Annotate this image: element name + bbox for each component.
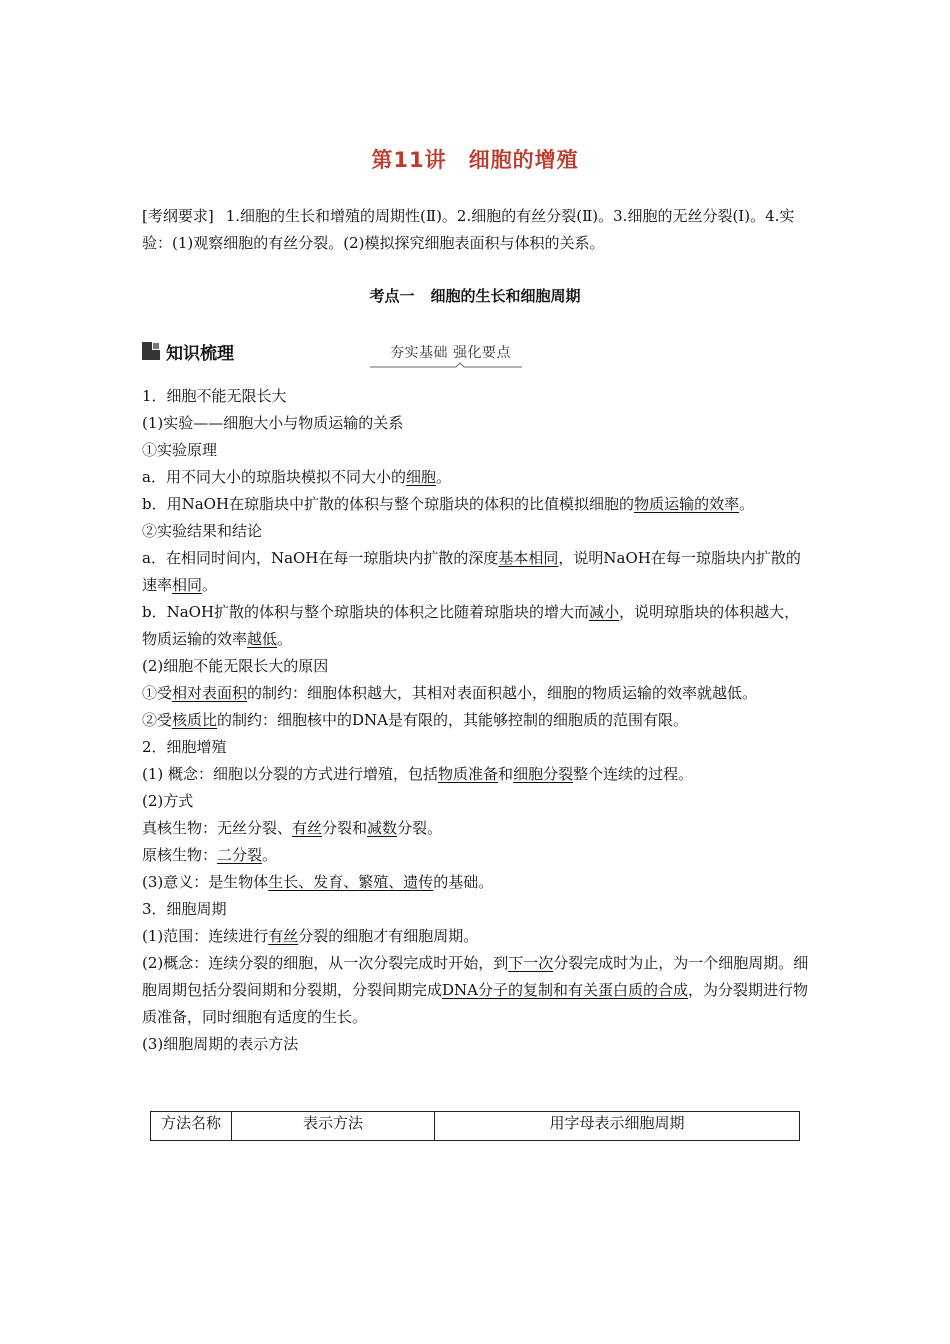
- text-segment: (1)范围：连续进行: [142, 927, 269, 945]
- answer-blank: 有丝: [268, 927, 299, 945]
- text-line: [142, 464, 812, 491]
- header-divider: [370, 362, 522, 370]
- answer-blank: 物质运输的效率: [634, 495, 740, 513]
- answer-blank: 细胞: [405, 468, 436, 486]
- text-line: [142, 545, 812, 599]
- text-line: [142, 1031, 812, 1058]
- answer-blank: 物质准备: [438, 765, 499, 783]
- text-segment: ①受: [142, 684, 173, 702]
- text-line: [142, 707, 812, 734]
- text-line: [142, 410, 812, 437]
- text-line: [142, 383, 812, 410]
- answer-blank: 核质比: [172, 711, 218, 729]
- text-line: [142, 761, 812, 788]
- answer-blank: 有丝: [292, 819, 323, 837]
- table-header-cell: 方法名称: [151, 1112, 232, 1141]
- text-segment: 和: [498, 765, 514, 783]
- text-segment: ②受: [142, 711, 173, 729]
- text-line: [142, 923, 812, 950]
- text-line: [142, 680, 812, 707]
- table-header-cell: 用字母表示细胞周期: [435, 1112, 800, 1141]
- answer-blank: 减小: [589, 603, 620, 621]
- corner-square-icon: [142, 342, 160, 360]
- text-segment: 整个连续的过程。: [573, 765, 694, 783]
- text-segment: 。: [202, 576, 218, 594]
- section-number: 考点一: [369, 287, 415, 305]
- knowledge-header: [142, 338, 522, 368]
- text-segment: (2)方式: [142, 792, 194, 810]
- exam-requirements: [142, 203, 812, 257]
- text-segment: 。: [277, 630, 293, 648]
- text-segment: (3)细胞周期的表示方法: [142, 1035, 299, 1053]
- text-segment: ，为分裂期进行物质准备，同时细胞有适度的生长。: [142, 981, 809, 1026]
- text-segment: 。: [435, 468, 451, 486]
- answer-blank: 相对表面积: [172, 684, 248, 702]
- answer-blank: 细胞分裂: [513, 765, 574, 783]
- text-segment: 。: [262, 846, 278, 864]
- text-segment: 的基础。: [433, 873, 494, 891]
- text-line: [142, 788, 812, 815]
- text-line: [142, 896, 812, 923]
- text-segment: 。: [739, 495, 755, 513]
- text-segment: 原核生物：: [142, 846, 218, 864]
- text-line: [142, 842, 812, 869]
- answer-blank: 基本相同: [498, 549, 559, 567]
- section-heading: [0, 285, 950, 306]
- text-segment: ，说明NaOH在每一琼脂块内扩散的速率: [142, 549, 801, 594]
- text-segment: 分裂。: [397, 819, 443, 837]
- text-line: [142, 518, 812, 545]
- text-segment: 3．细胞周期: [142, 900, 227, 918]
- text-segment: a．用不同大小的琼脂块模拟不同大小的: [142, 468, 406, 486]
- text-segment: (1)实验——细胞大小与物质运输的关系: [142, 414, 404, 432]
- section-name: 细胞的生长和细胞周期: [430, 287, 581, 305]
- text-segment: ①实验原理: [142, 441, 218, 459]
- table-header-row: [151, 1112, 800, 1141]
- text-segment: 分裂和: [322, 819, 368, 837]
- text-segment: b．用NaOH在琼脂块中扩散的体积与整个琼脂块的体积的比值模拟细胞的: [142, 495, 635, 513]
- text-segment: (2)细胞不能无限长大的原因: [142, 657, 329, 675]
- knowledge-subtitle: 夯实基础 强化要点: [390, 345, 511, 361]
- answer-blank: 越低: [247, 630, 278, 648]
- text-segment: (2)概念：连续分裂的细胞，从一次分裂完成时开始，到: [142, 954, 509, 972]
- requirements-label: [考纲要求]: [142, 207, 214, 225]
- text-line: [142, 869, 812, 896]
- text-segment: 1．细胞不能无限长大: [142, 387, 287, 405]
- answer-blank: 二分裂: [217, 846, 263, 864]
- content-body: [142, 383, 812, 1058]
- knowledge-label: 知识梳理: [166, 344, 234, 364]
- text-line: [142, 653, 812, 680]
- text-segment: 分裂完成时为止，为一个细胞周期。细胞周期包括分裂间期和分裂期，分裂间期完成: [142, 954, 809, 999]
- lecture-number: 第11讲: [371, 148, 447, 172]
- text-segment: ②实验结果和结论: [142, 522, 263, 540]
- text-segment: (1) 概念：细胞以分裂的方式进行增殖，包括: [142, 765, 439, 783]
- text-line: [142, 950, 812, 1031]
- text-segment: 的制约：细胞核中的DNA是有限的，其能够控制的细胞质的范围有限。: [217, 711, 689, 729]
- text-segment: a．在相同时间内，NaOH在每一琼脂块内扩散的深度: [142, 549, 499, 567]
- text-line: [142, 734, 812, 761]
- text-line: [142, 599, 812, 653]
- text-segment: 真核生物：无丝分裂、: [142, 819, 293, 837]
- answer-blank: 相同: [172, 576, 203, 594]
- answer-blank: 下一次: [508, 954, 554, 972]
- text-segment: b．NaOH扩散的体积与整个琼脂块的体积之比随着琼脂块的增大而: [142, 603, 590, 621]
- text-line: [142, 437, 812, 464]
- text-segment: ，说明琼脂块的体积越大，物质运输的效率: [142, 603, 800, 648]
- answer-blank: DNA分子的复制和有关蛋白质的合成: [442, 981, 689, 999]
- text-segment: 分裂的细胞才有细胞周期。: [298, 927, 479, 945]
- answer-blank: 减数: [367, 819, 398, 837]
- text-segment: 2．细胞增殖: [142, 738, 227, 756]
- table-header-cell: 表示方法: [232, 1112, 435, 1141]
- text-segment: 的制约：细胞体积越大，其相对表面积越小，细胞的物质运输的效率就越低。: [247, 684, 758, 702]
- text-segment: (3)意义：是生物体: [142, 873, 269, 891]
- lecture-topic: 细胞的增殖: [468, 148, 579, 172]
- requirements-text: 1.细胞的生长和增殖的周期性(Ⅱ)。2.细胞的有丝分裂(Ⅱ)。3.细胞的无丝分裂(Ⅰ)。4.实验：(1)观察细胞的有丝分裂。(2)模拟探究细胞表面积与体积的关系。: [142, 207, 795, 252]
- cell-cycle-methods-table: [150, 1111, 800, 1141]
- text-line: [142, 815, 812, 842]
- lecture-title: [0, 144, 950, 174]
- answer-blank: 生长、发育、繁殖、遗传: [268, 873, 434, 891]
- text-line: [142, 491, 812, 518]
